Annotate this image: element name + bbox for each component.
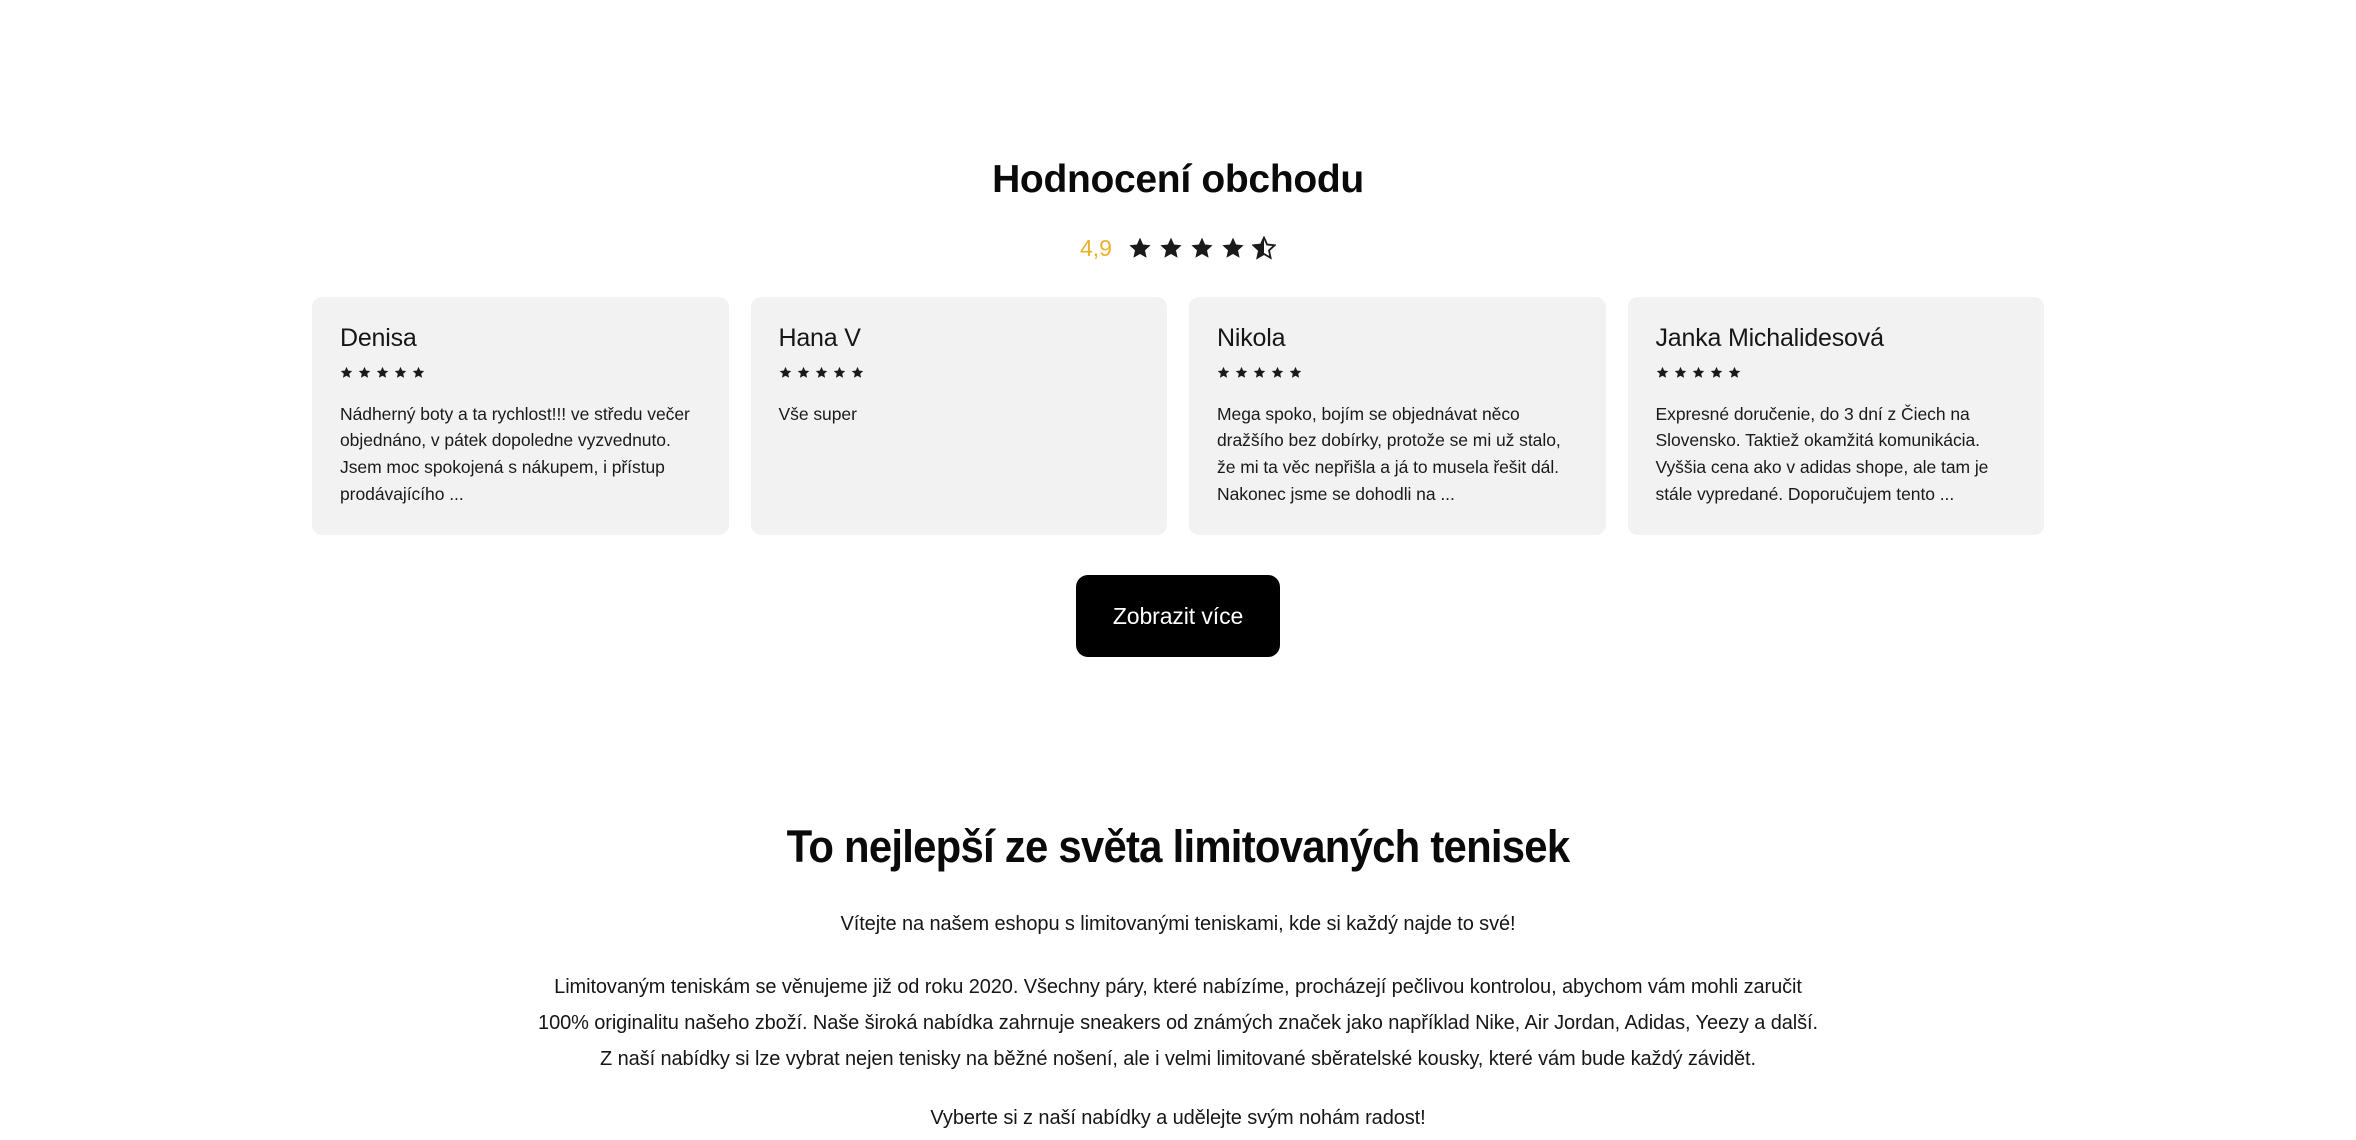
star-filled-icon <box>1190 236 1214 260</box>
rating-value: 4,9 <box>1080 235 1112 262</box>
star-filled-icon <box>779 366 792 379</box>
star-filled-icon <box>1128 236 1152 260</box>
review-stars <box>340 365 701 381</box>
review-text: Mega spoko, bojím se objednávat něco dražšího bez dobírky, protože se mi už stalo, že mi ta věc nepřišla a já to musela řešit dál. Nakonec jsme se dohodli na ... <box>1217 403 1566 504</box>
review-card <box>1189 297 1606 535</box>
review-cards-list <box>312 297 2044 535</box>
star-filled-icon <box>394 366 407 379</box>
star-filled-icon <box>1674 366 1687 379</box>
review-text: Expresné doručenie, do 3 dní z Čiech na Slovensko. Taktiež okamžitá komunikácia. Vyššia cena ako v adidas shope, ale tam je stále vypredané. Doporučujem tento ... <box>1655 403 1994 504</box>
review-author-name: Denisa <box>340 323 417 352</box>
star-half-icon <box>1252 236 1276 260</box>
star-filled-icon <box>1159 236 1183 260</box>
star-filled-icon <box>1656 366 1669 379</box>
review-stars <box>1217 365 1578 381</box>
page-title: Hodnocení obchodu <box>992 158 1364 201</box>
star-filled-icon <box>1289 366 1302 379</box>
review-author-name: Janka Michalidesová <box>1655 323 1884 352</box>
show-more-wrapper <box>0 575 2356 657</box>
review-card <box>1628 297 2045 535</box>
review-stars <box>779 365 1140 381</box>
star-filled-icon <box>1710 366 1723 379</box>
star-filled-icon <box>1253 366 1266 379</box>
about-outro-text: Vyberte si z naší nabídky a udělejte svým nohám radost! <box>930 1107 1426 1130</box>
review-text: Nádherný boty a ta rychlost!!! ve středu večer objednáno, v pátek dopoledne vyzvednuto. Jsem moc spokojená s nákupem, i přístup prodávajícího ... <box>340 403 695 504</box>
about-section <box>0 821 2356 1133</box>
review-author-name: Nikola <box>1217 323 1286 352</box>
show-more-button[interactable]: Zobrazit více <box>1076 575 1280 657</box>
star-filled-icon <box>797 366 810 379</box>
star-filled-icon <box>833 366 846 379</box>
star-filled-icon <box>412 366 425 379</box>
review-card <box>312 297 729 535</box>
star-filled-icon <box>851 366 864 379</box>
star-filled-icon <box>1271 366 1284 379</box>
about-title: To nejlepší ze světa limitovaných tenisek <box>786 821 1570 873</box>
star-filled-icon <box>815 366 828 379</box>
review-text: Vše super <box>778 403 857 424</box>
review-card <box>751 297 1168 535</box>
overall-rating <box>0 233 2356 263</box>
star-filled-icon <box>1235 366 1248 379</box>
review-stars <box>1656 365 2017 381</box>
star-filled-icon <box>1728 366 1741 379</box>
star-filled-icon <box>358 366 371 379</box>
star-filled-icon <box>340 366 353 379</box>
rating-stars <box>1128 236 1276 260</box>
about-intro-text: Vítejte na našem eshopu s limitovanými teniskami, kde si každý najde to své! <box>840 913 1516 936</box>
star-filled-icon <box>1692 366 1705 379</box>
about-body-text: Limitovaným teniskám se věnujeme již od roku 2020. Všechny páry, které nabízíme, procházejí pečlivou kontrolou, abychom vám mohli zaručit 100% originalitu našeho zboží. Naše široká nabídka zahrnuje sneakers od známých značek jako například Nike, Air Jordan, Adidas, Yeezy a další. Z naší nabídky si lze vybrat nejen tenisky na běžné nošení, ale i velmi limitované sběratelské kousky, které vám bude každý závidět. <box>538 976 1818 1071</box>
star-filled-icon <box>1217 366 1230 379</box>
star-filled-icon <box>376 366 389 379</box>
review-author-name: Hana V <box>778 323 861 352</box>
star-filled-icon <box>1221 236 1245 260</box>
